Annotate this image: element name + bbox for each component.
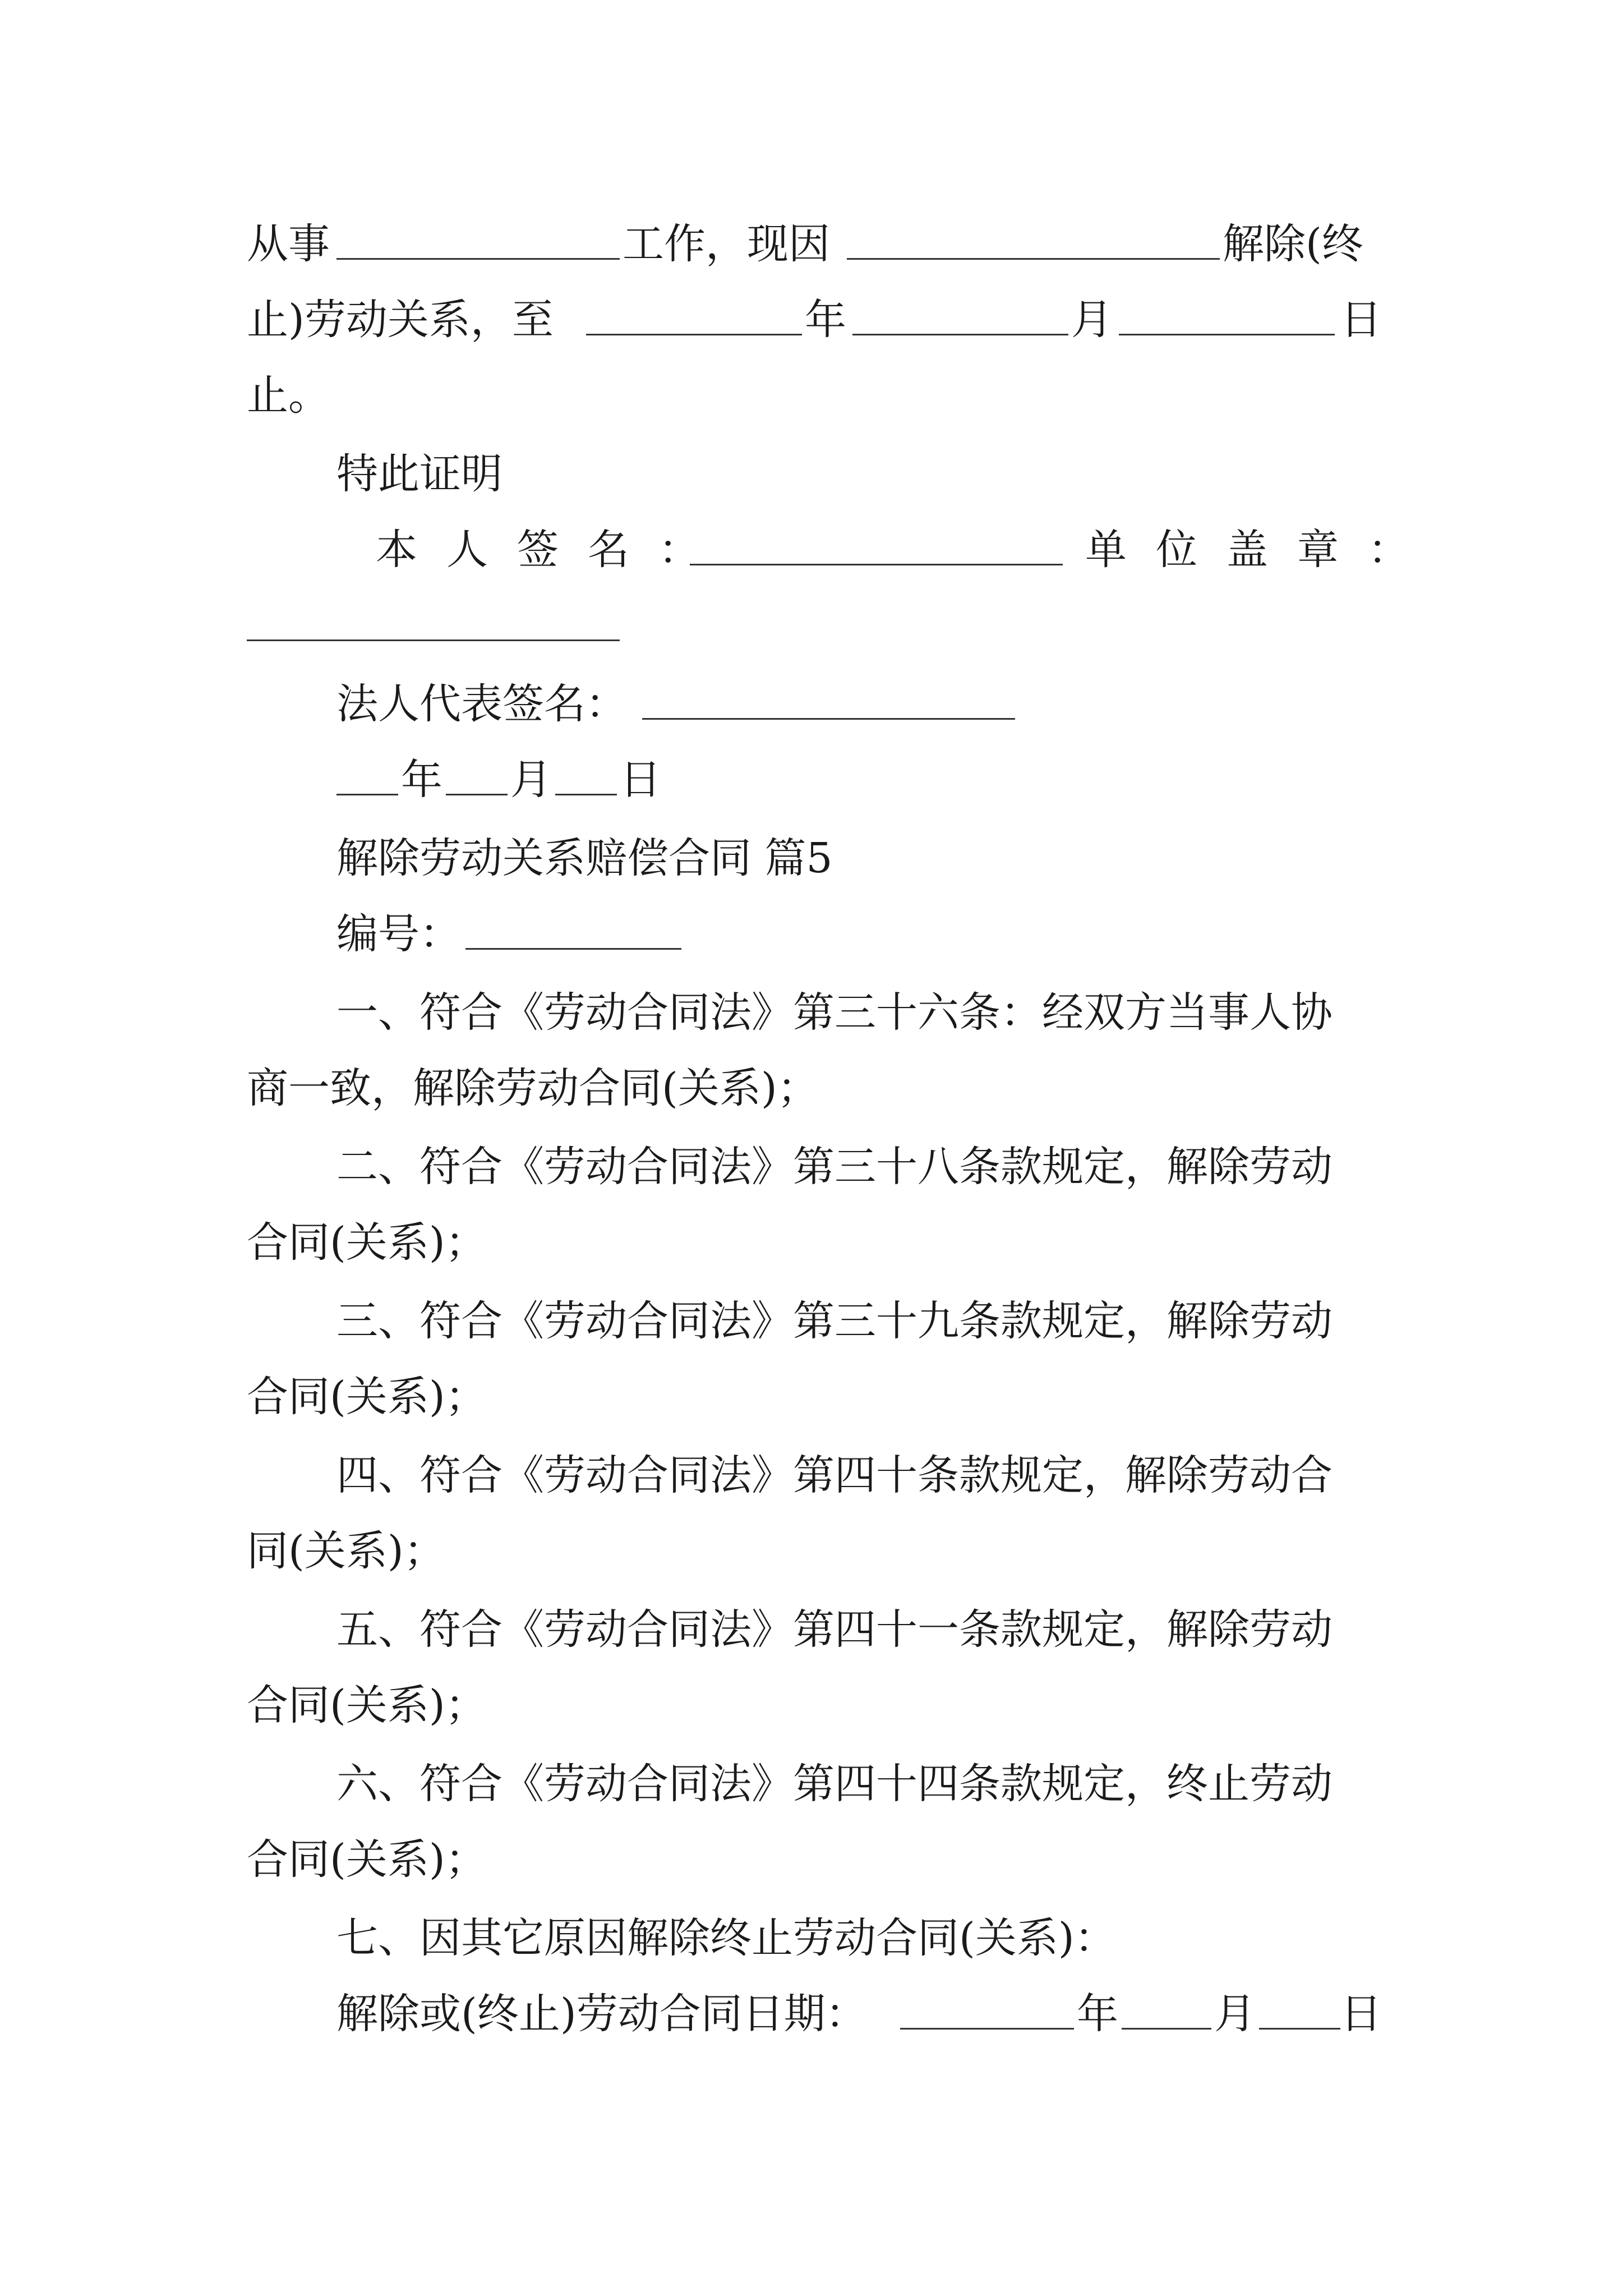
- text-segment: 月: [1071, 296, 1113, 344]
- serial-label: 编号：: [336, 910, 461, 958]
- section-title-line: [0, 827, 1623, 889]
- termination-day-blank[interactable]: [1259, 2028, 1340, 2030]
- text-segment: 日: [1340, 296, 1382, 344]
- item-text: 合同(关系)；: [247, 1373, 487, 1421]
- item-text: 七、因其它原因解除终止劳动合同(关系)：: [336, 1914, 1116, 1962]
- item-text: 四、符合《劳动合同法》第四十条款规定，解除劳动合: [336, 1451, 1332, 1499]
- fill-in-blank-year[interactable]: [586, 334, 802, 335]
- item-3-line-1: [0, 1290, 1623, 1352]
- paragraph-line-1: [0, 213, 1623, 275]
- item-text: 一、符合《劳动合同法》第三十六条：经双方当事人协: [336, 988, 1332, 1037]
- termination-day-label: 日: [1340, 1990, 1382, 2038]
- termination-month-label: 月: [1214, 1990, 1256, 2038]
- text-segment: 止。: [247, 371, 330, 420]
- item-text: 三、符合《劳动合同法》第三十九条款规定，解除劳动: [336, 1297, 1332, 1345]
- item-text: 合同(关系)；: [247, 1835, 487, 1884]
- item-5-line-2: [0, 1674, 1623, 1736]
- date-day-blank[interactable]: [555, 794, 617, 795]
- item-text: 商一致，解除劳动合同(关系)；: [247, 1064, 819, 1112]
- self-signature-blank[interactable]: [690, 564, 1063, 565]
- date-month-blank[interactable]: [446, 794, 508, 795]
- date-month-label: 月: [510, 756, 552, 804]
- termination-year-label: 年: [1077, 1990, 1118, 2038]
- unit-seal-blank-line: [0, 595, 1623, 656]
- section-title: 解除劳动关系赔偿合同 篇5: [336, 834, 833, 882]
- termination-month-blank[interactable]: [1122, 2028, 1211, 2030]
- item-text: 合同(关系)；: [247, 1218, 487, 1267]
- text-segment: 止)劳动关系，至: [247, 296, 554, 344]
- termination-date-label: 解除或(终止)劳动合同日期：: [336, 1990, 867, 2038]
- legal-rep-line: [0, 673, 1623, 735]
- item-5-line-1: [0, 1599, 1623, 1660]
- date-year-label: 年: [401, 756, 442, 804]
- item-4-line-1: [0, 1444, 1623, 1506]
- serial-blank[interactable]: [465, 948, 681, 950]
- legal-rep-label: 法人代表签名：: [336, 680, 627, 728]
- item-7-line: [0, 1907, 1623, 1969]
- legal-rep-blank[interactable]: [642, 718, 1015, 720]
- item-6-line-2: [0, 1829, 1623, 1890]
- item-text: 二、符合《劳动合同法》第三十八条款规定，解除劳动: [336, 1143, 1332, 1191]
- date-line: [0, 749, 1623, 811]
- item-2-line-2: [0, 1212, 1623, 1273]
- item-text: 合同(关系)；: [247, 1681, 487, 1729]
- certify-line: [0, 443, 1623, 505]
- termination-year-blank[interactable]: [900, 2028, 1074, 2030]
- item-3-line-2: [0, 1366, 1623, 1428]
- item-2-line-1: [0, 1136, 1623, 1198]
- text-segment: 年: [805, 296, 846, 344]
- text-segment: 从事: [247, 220, 330, 268]
- fill-in-blank-job[interactable]: [336, 258, 620, 260]
- certify-text: 特此证明: [336, 450, 502, 498]
- item-4-line-2: [0, 1520, 1623, 1582]
- text-segment: 工作，现因: [623, 220, 830, 268]
- fill-in-blank-day[interactable]: [1119, 334, 1335, 335]
- paragraph-line-2: [0, 289, 1623, 351]
- date-day-label: 日: [620, 756, 661, 804]
- item-1-line-2: [0, 1057, 1623, 1119]
- termination-date-line: [0, 1983, 1623, 2045]
- signature-line: [0, 519, 1623, 581]
- date-year-blank[interactable]: [336, 794, 398, 795]
- item-1-line-1: [0, 982, 1623, 1043]
- fill-in-blank-month[interactable]: [852, 334, 1068, 335]
- unit-seal-label: 单位盖章：: [1085, 526, 1438, 574]
- item-text: 五、符合《劳动合同法》第四十一条款规定，解除劳动: [336, 1605, 1332, 1654]
- serial-line: [0, 903, 1623, 965]
- item-6-line-1: [0, 1753, 1623, 1815]
- fill-in-blank-reason[interactable]: [847, 258, 1220, 260]
- item-text: 同(关系)；: [247, 1527, 445, 1575]
- paragraph-line-3: [0, 365, 1623, 426]
- text-segment: 解除(终: [1223, 220, 1363, 268]
- unit-seal-blank[interactable]: [247, 639, 620, 641]
- item-text: 六、符合《劳动合同法》第四十四条款规定，终止劳动: [336, 1760, 1332, 1808]
- self-signature-label: 本人签名：: [376, 526, 729, 574]
